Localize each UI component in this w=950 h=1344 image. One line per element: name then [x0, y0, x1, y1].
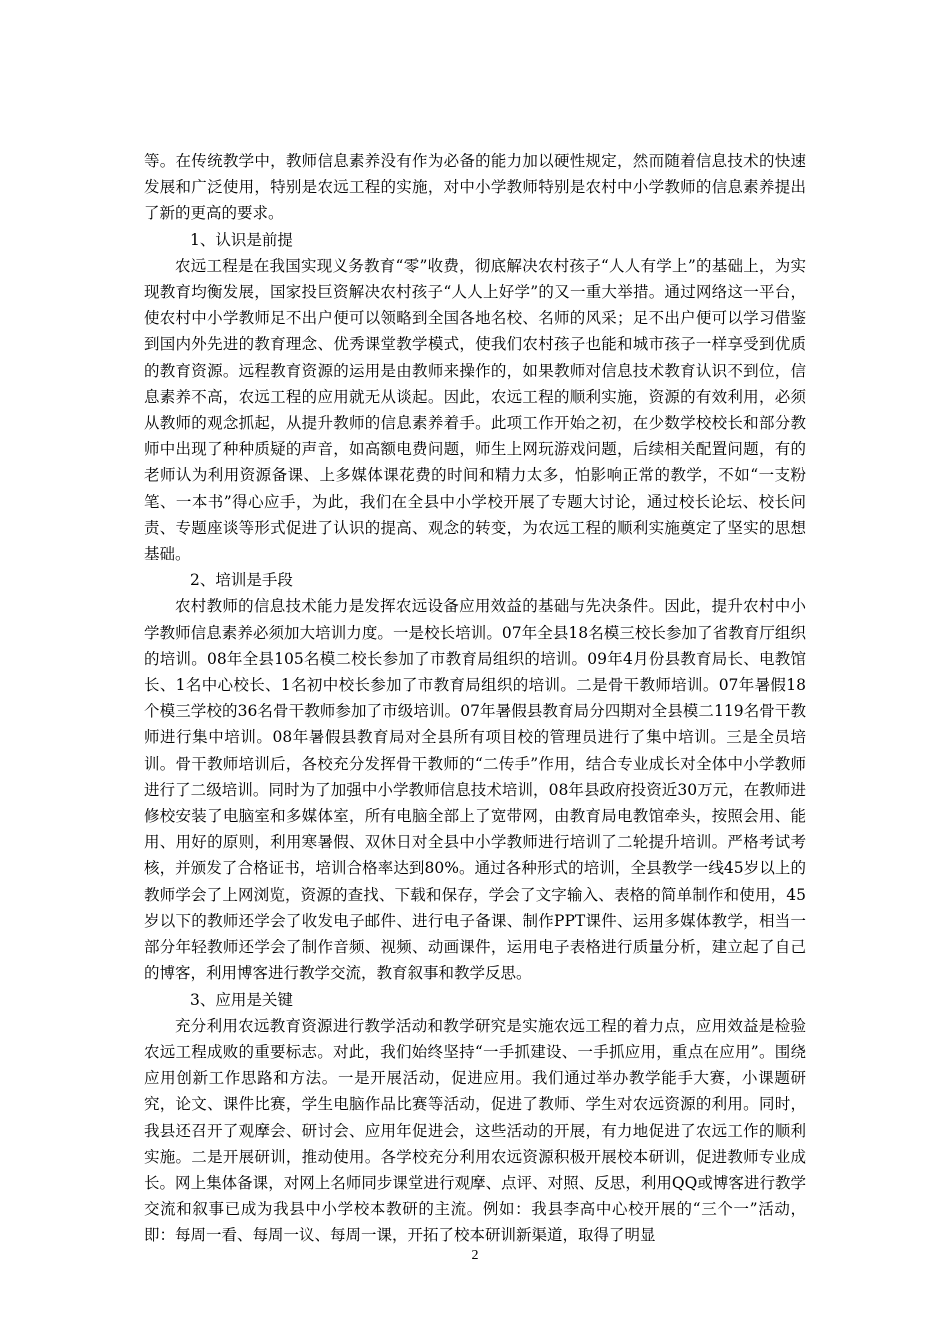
paragraph: 农村教师的信息技术能力是发挥农远设备应用效益的基础与先决条件。因此，提升农村中小学教师信息素养必须加大培训力度。一是校长培训。07年全县18名模三校长参加了省教育厅组织的培训。08年全县105名模二校长参加了市教育局组织的培训。09年4月份县教育局长、电教馆长、1名中心校长、1名初中校长参加了市教育局组织的培训。二是骨干教师培训。07年暑假18个模三学校的36名骨干教师参加了市级培训。07年暑假县教育局分四期对全县模二119名骨干教师进行集中培训。08年暑假县教育局对全县所有项目校的管理员进行了集中培训。三是全员培训。骨干教师培训后，各校充分发挥骨干教师的“二传手”作用，结合专业成长对全体中小学教师进行了二级培训。同时为了加强中小学教师信息技术培训，08年县政府投资近30万元，在教师进修校安装了电脑室和多媒体室，所有电脑全部上了宽带网，由教育局电教馆牵头，按照会用、能用、用好的原则，利用寒暑假、双休日对全县中小学教师进行培训了二轮提升培训。严格考试考核，并颁发了合格证书，培训合格率达到80%。通过各种形式的培训，全县教学一线45岁以上的教师学会了上网浏览，资源的查找、下载和保存，学会了文字输入、表格的简单制作和使用，45岁以下的教师还学会了收发电子邮件、进行电子备课、制作PPT课件、运用多媒体教学，相当一部分年轻教师还学会了制作音频、视频、动画课件，运用电子表格进行质量分析，建立起了自己的博客，利用博客进行教学交流，教育叙事和教学反思。 — [144, 597, 806, 983]
section-heading-1: 1、认识是前提 — [190, 230, 293, 249]
section-heading-3: 3、应用是关键 — [190, 990, 293, 1009]
paragraph-continued: 等。在传统教学中，教师信息素养没有作为必备的能力加以硬性规定，然而随着信息技术的快速发展和广泛使用，特别是农远工程的实施，对中小学教师特别是农村中小学教师的信息素养提出了新的更高的要求。 — [144, 152, 806, 223]
paragraph: 充分利用农远教育资源进行教学活动和教学研究是实施农远工程的着力点，应用效益是检验农远工程成败的重要标志。对此，我们始终坚持“一手抓建设、一手抓应用，重点在应用”。围绕应用创新工作思路和方法。一是开展活动，促进应用。我们通过举办教学能手大赛，小课题研究，论文、课件比赛，学生电脑作品比赛等活动，促进了教师、学生对农远资源的利用。同时，我县还召开了观摩会、研讨会、应用年促进会，这些活动的开展，有力地促进了农远工作的顺利实施。二是开展研训，推动使用。各学校充分利用农远资源积极开展校本研训，促进教师专业成长。网上集体备课，对网上名师同步课堂进行观摩、点评、对照、反思，利用QQ或博客进行教学交流和叙事已成为我县中小学校本教研的主流。例如：我县李高中心校开展的“三个一”活动，即：每周一看、每周一议、每周一课，开拓了校本研训新渠道，取得了明显 — [144, 1016, 806, 1245]
document-body — [144, 148, 806, 1249]
paragraph: 农远工程是在我国实现义务教育“零”收费，彻底解决农村孩子“人人有学上”的基础上，为实现教育均衡发展，国家投巨资解决农村孩子“人人上好学”的又一重大举措。通过网络这一平台，使农村中小学教师足不出户便可以领略到全国各地名校、名师的风采；足不出户便可以学习借鉴到国内外先进的教育理念、优秀课堂教学模式，使我们农村孩子也能和城市孩子一样享受到优质的教育资源。远程教育资源的运用是由教师来操作的，如果教师对信息技术教育认识不到位，信息素养不高，农远工程的应用就无从谈起。因此，农远工程的顺利实施，资源的有效利用，必须从教师的观念抓起，从提升教师的信息素养着手。此项工作开始之初，在少数学校校长和部分教师中出现了种种质疑的声音，如高额电费问题，师生上网玩游戏问题，后续相关配置问题，有的老师认为利用资源备课、上多媒体课花费的时间和精力太多，怕影响正常的教学，不如“一支粉笔、一本书”得心应手，为此，我们在全县中小学校开展了专题大讨论，通过校长论坛、校长问责、专题座谈等形式促进了认识的提高、观念的转变，为农远工程的顺利实施奠定了坚实的思想基础。 — [144, 256, 806, 564]
section-heading-2: 2、培训是手段 — [190, 571, 293, 590]
page-number: 2 — [471, 1248, 479, 1263]
